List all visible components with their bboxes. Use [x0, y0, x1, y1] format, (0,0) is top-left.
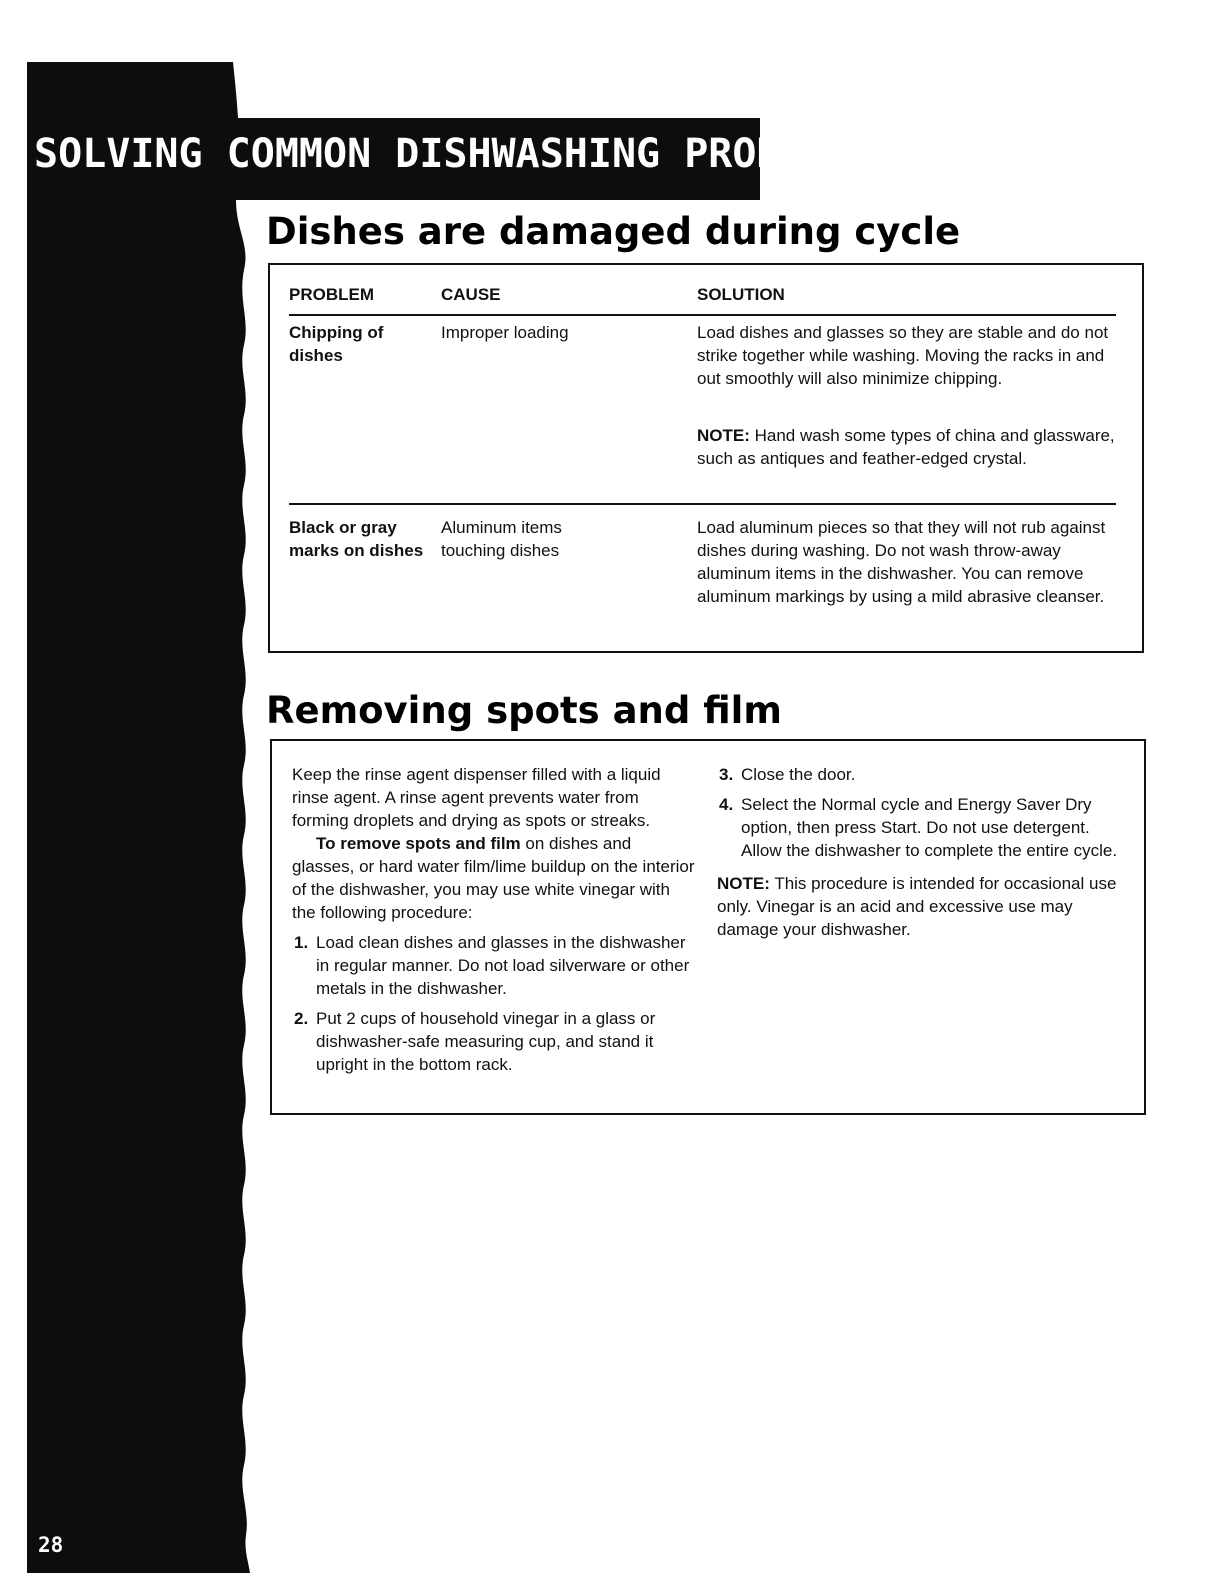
lead-text: on dishes and glasses, or hard water film/lime buildup on the interior of the dishwasher, you may use white vinegar with the following procedure: [292, 834, 695, 922]
step-number: 4. [719, 795, 734, 814]
procedure-right-column [717, 763, 1122, 941]
step-text: Load clean dishes and glasses in the dishwasher in regular manner. Do not load silverware or other metals in the dishwasher. [316, 933, 690, 998]
solution-cell: Load aluminum pieces so that they will not rub against dishes during washing. Do not wash throw-away aluminum items in the dishwasher. You can remove aluminum markings by using a mild abrasive cleanser. [697, 518, 1106, 606]
note-label: NOTE: [697, 426, 750, 445]
solution-note [697, 424, 1122, 470]
step-text: Close the door. [741, 765, 856, 784]
note-text: Hand wash some types of china and glassware, such as antiques and feather-edged crystal. [697, 426, 1115, 468]
lead-paragraph [292, 832, 697, 924]
procedure-note [717, 872, 1122, 941]
banner-title: SOLVING COMMON DISHWASHING PROBLEMS [34, 131, 877, 177]
note-text: This procedure is intended for occasional use only. Vinegar is an acid and excessive use may damage your dishwasher. [717, 874, 1117, 939]
cause-cell: Improper loading [441, 323, 569, 342]
page-edge-spine [0, 0, 260, 1573]
column-header-problem: PROBLEM [289, 285, 374, 304]
column-header-cause: CAUSE [441, 285, 501, 304]
step-1 [292, 931, 697, 1000]
step-number: 1. [294, 933, 309, 952]
heading-removing-spots: Removing spots and film [266, 689, 782, 732]
step-number: 3. [719, 765, 734, 784]
heading-dishes-damaged: Dishes are damaged during cycle [266, 210, 961, 253]
step-text: Put 2 cups of household vinegar in a glass or dishwasher-safe measuring cup, and stand it upright in the bottom rack. [316, 1009, 656, 1074]
step-number: 2. [294, 1009, 309, 1028]
page-number: 28 [38, 1533, 64, 1557]
step-4 [717, 793, 1122, 862]
intro-paragraph: Keep the rinse agent dispenser filled with a liquid rinse agent. A rinse agent prevents water from forming droplets and drying as spots or streaks. [292, 765, 661, 830]
step-2 [292, 1007, 697, 1076]
solution-cell: Load dishes and glasses so they are stable and do not strike together while washing. Moving the racks in and out smoothly will also minimize chipping. [697, 323, 1109, 388]
header-divider [289, 314, 1116, 316]
cause-cell: Aluminum items touching dishes [441, 518, 562, 560]
note-label: NOTE: [717, 874, 770, 893]
problem-cell: Black or gray marks on dishes [289, 518, 424, 560]
problem-cell: Chipping of dishes [289, 323, 384, 365]
column-header-solution: SOLUTION [697, 285, 785, 304]
lead-bold: To remove spots and film [316, 834, 521, 853]
step-3 [717, 763, 1122, 786]
step-text: Select the Normal cycle and Energy Saver Dry option, then press Start. Do not use detergent. Allow the dishwasher to complete the entire cycle. [741, 795, 1118, 860]
row-divider [289, 503, 1116, 505]
procedure-left-column [292, 763, 697, 1076]
